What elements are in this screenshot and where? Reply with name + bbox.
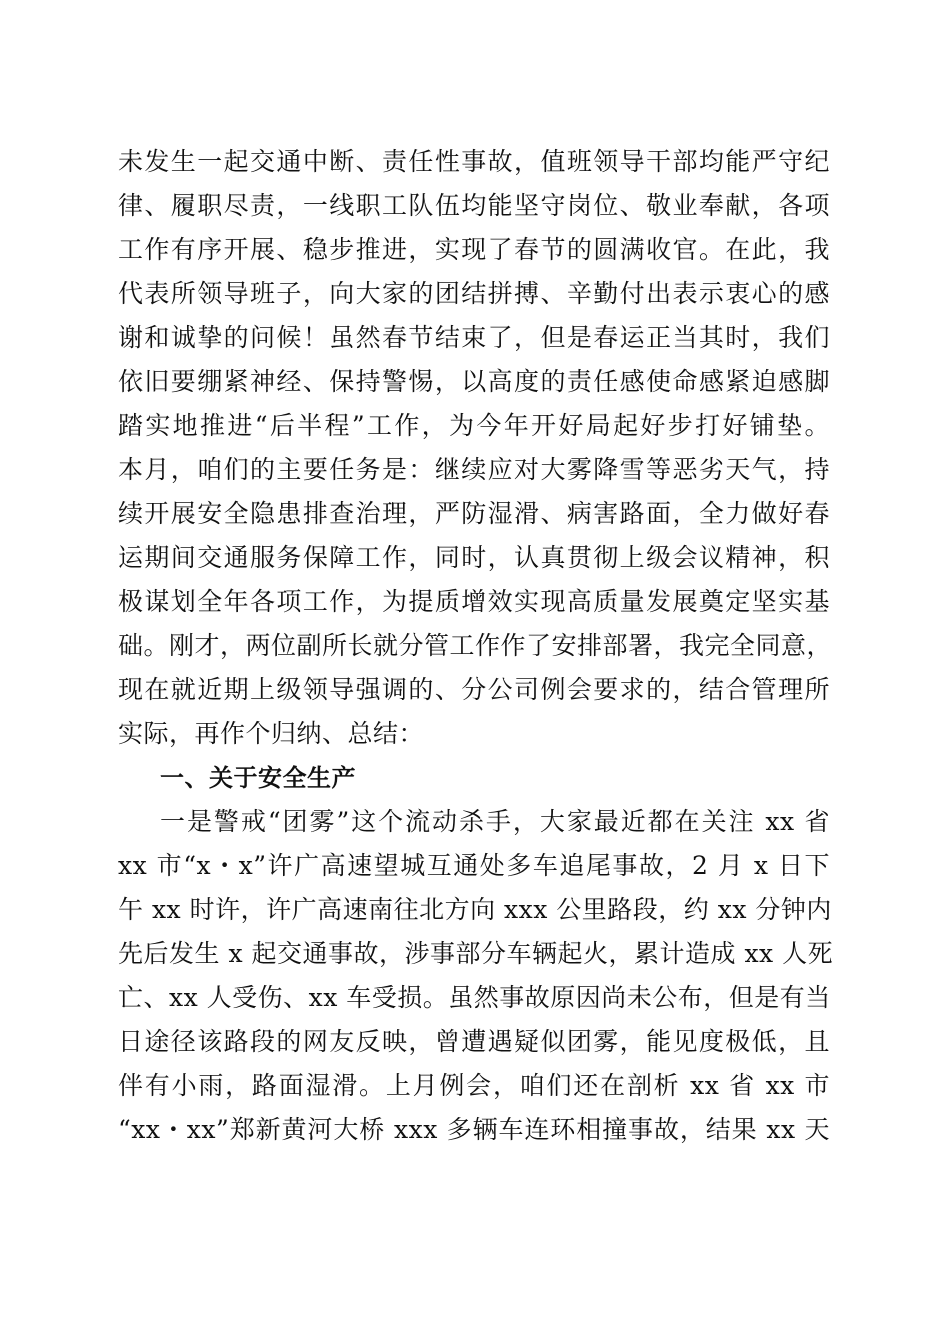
- paragraph-1-line-5: 谢和诚挚的问候！虽然春节结束了，但是春运正当其时，我们: [118, 323, 830, 352]
- paragraph-1-line-11: 极谋划全年各项工作，为提质增效实现高质量发展奠定坚实基: [118, 587, 830, 616]
- paragraph-1-line-4: 代表所领导班子，向大家的团结拼搏、辛勤付出表示衷心的感: [118, 279, 830, 308]
- paragraph-2-line-2: xx 市“x・x”许广高速望城互通处多车追尾事故，2 月 x 日下: [118, 851, 830, 880]
- paragraph-1-line-14: 实际，再作个归纳、总结：: [118, 719, 425, 748]
- paragraph-2-line-1: 一是警戒“团雾”这个流动杀手，大家最近都在关注 xx 省: [160, 807, 830, 836]
- paragraph-2-line-7: 伴有小雨，路面湿滑。上月例会，咱们还在剖析 xx 省 xx 市: [118, 1071, 830, 1100]
- paragraph-2-line-8: “xx・xx”郑新黄河大桥 xxx 多辆车连环相撞事故，结果 xx 天: [118, 1115, 830, 1144]
- paragraph-1-line-8: 本月，咱们的主要任务是：继续应对大雾降雪等恶劣天气，持: [118, 455, 830, 484]
- paragraph-1-line-13: 现在就近期上级领导强调的、分公司例会要求的，结合管理所: [118, 675, 830, 704]
- paragraph-1-line-12: 础。刚才，两位副所长就分管工作作了安排部署，我完全同意，: [118, 631, 833, 660]
- paragraph-2-line-3: 午 xx 时许，许广高速南往北方向 xxx 公里路段，约 xx 分钟内: [118, 895, 832, 924]
- section-heading: 一、关于安全生产: [160, 764, 356, 792]
- paragraph-1-line-3: 工作有序开展、稳步推进，实现了春节的圆满收官。在此，我: [118, 235, 830, 264]
- paragraph-2-line-5: 亡、xx 人受伤、xx 车受损。虽然事故原因尚未公布，但是有当: [118, 983, 831, 1012]
- paragraph-1-line-9: 续开展安全隐患排查治理，严防湿滑、病害路面，全力做好春: [118, 499, 830, 528]
- paragraph-1-line-6: 依旧要绷紧神经、保持警惕，以高度的责任感使命感紧迫感脚: [118, 367, 830, 396]
- paragraph-2-line-6: 日途径该路段的网友反映，曾遭遇疑似团雾，能见度极低，且: [118, 1027, 830, 1056]
- paragraph-1-line-1: 未发生一起交通中断、责任性事故，值班领导干部均能严守纪: [118, 147, 830, 176]
- paragraph-1-line-2: 律、履职尽责，一线职工队伍均能坚守岗位、敬业奉献，各项: [118, 191, 830, 220]
- paragraph-1-line-7: 踏实地推进“后半程”工作，为今年开好局起好步打好铺垫。: [118, 411, 830, 440]
- paragraph-1-line-10: 运期间交通服务保障工作，同时，认真贯彻上级会议精神，积: [118, 543, 830, 572]
- paragraph-2-line-4: 先后发生 x 起交通事故，涉事部分车辆起火，累计造成 xx 人死: [118, 939, 834, 968]
